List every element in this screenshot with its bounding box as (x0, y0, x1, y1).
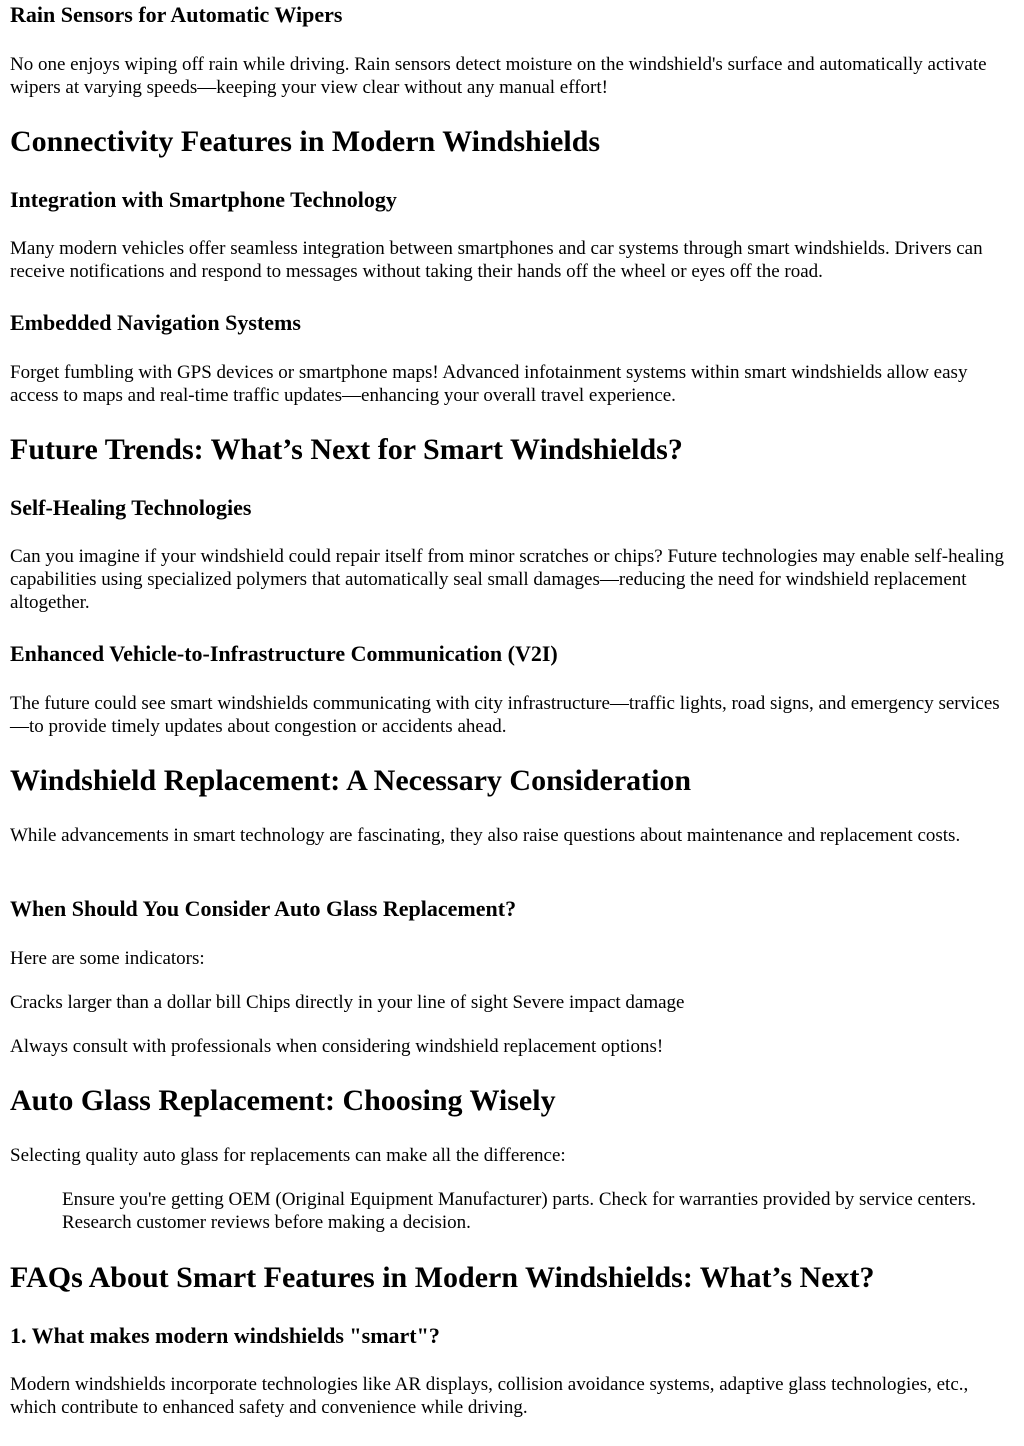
future-trends-heading: Future Trends: What’s Next for Smart Windshields? (10, 433, 683, 466)
navigation-paragraph: Forget fumbling with GPS devices or smartphone maps! Advanced infotainment systems within smart windshields allow easy access to maps and real-time traffic updates—enhancing your overall travel experience. (10, 362, 968, 406)
navigation-heading: Embedded Navigation Systems (10, 310, 301, 335)
choosing-wisely-heading: Auto Glass Replacement: Choosing Wisely (10, 1084, 556, 1117)
smartphone-integration-paragraph: Many modern vehicles offer seamless integration between smartphones and car systems through smart windshields. Drivers can receive notifications and respond to messages without taking their hands off the wheel or eyes off the road. (10, 238, 983, 282)
faqs-heading: FAQs About Smart Features in Modern Windshields: What’s Next? (10, 1261, 875, 1294)
faq-answer-1: Modern windshields incorporate technologies like AR displays, collision avoidance systems, adaptive glass technologies, etc., which contribute to enhanced safety and convenience while driving. (10, 1374, 969, 1418)
when-replace-heading: When Should You Consider Auto Glass Replacement? (10, 896, 517, 921)
indicators-intro-paragraph: Here are some indicators: (10, 948, 205, 969)
replacement-heading: Windshield Replacement: A Necessary Consideration (10, 764, 692, 797)
rain-sensors-paragraph: No one enjoys wiping off rain while driving. Rain sensors detect moisture on the windshield's surface and automatically activate wipers at varying speeds—keeping your view clear without any manual effort! (10, 54, 987, 98)
self-healing-heading: Self-Healing Technologies (10, 495, 252, 520)
replacement-intro-paragraph: While advancements in smart technology are fascinating, they also raise questions about maintenance and replacement costs. (10, 825, 961, 846)
choosing-intro-paragraph: Selecting quality auto glass for replacements can make all the difference: (10, 1145, 566, 1166)
smartphone-integration-heading: Integration with Smartphone Technology (10, 187, 397, 212)
rain-sensors-heading: Rain Sensors for Automatic Wipers (10, 2, 343, 27)
v2i-paragraph: The future could see smart windshields communicating with city infrastructure—traffic lights, road signs, and emergency services—to provide timely updates about congestion or accidents ahead. (10, 693, 1000, 737)
indicators-list-paragraph: Cracks larger than a dollar bill Chips directly in your line of sight Severe impact damage (10, 992, 685, 1013)
choosing-tips-blockquote: Ensure you're getting OEM (Original Equipment Manufacturer) parts. Check for warranties provided by service centers. Research customer reviews before making a decision. (62, 1189, 977, 1233)
v2i-heading: Enhanced Vehicle-to-Infrastructure Communication (V2I) (10, 641, 558, 666)
consult-professionals-paragraph: Always consult with professionals when considering windshield replacement options! (10, 1036, 664, 1057)
self-healing-paragraph: Can you imagine if your windshield could repair itself from minor scratches or chips? Future technologies may enable self-healing capabilities using specialized polymers that automatically seal small damages—reducing the need for windshield replacement altogether. (10, 546, 1005, 613)
connectivity-heading: Connectivity Features in Modern Windshields (10, 125, 601, 158)
faq-question-1: 1. What makes modern windshields "smart"? (10, 1323, 440, 1348)
